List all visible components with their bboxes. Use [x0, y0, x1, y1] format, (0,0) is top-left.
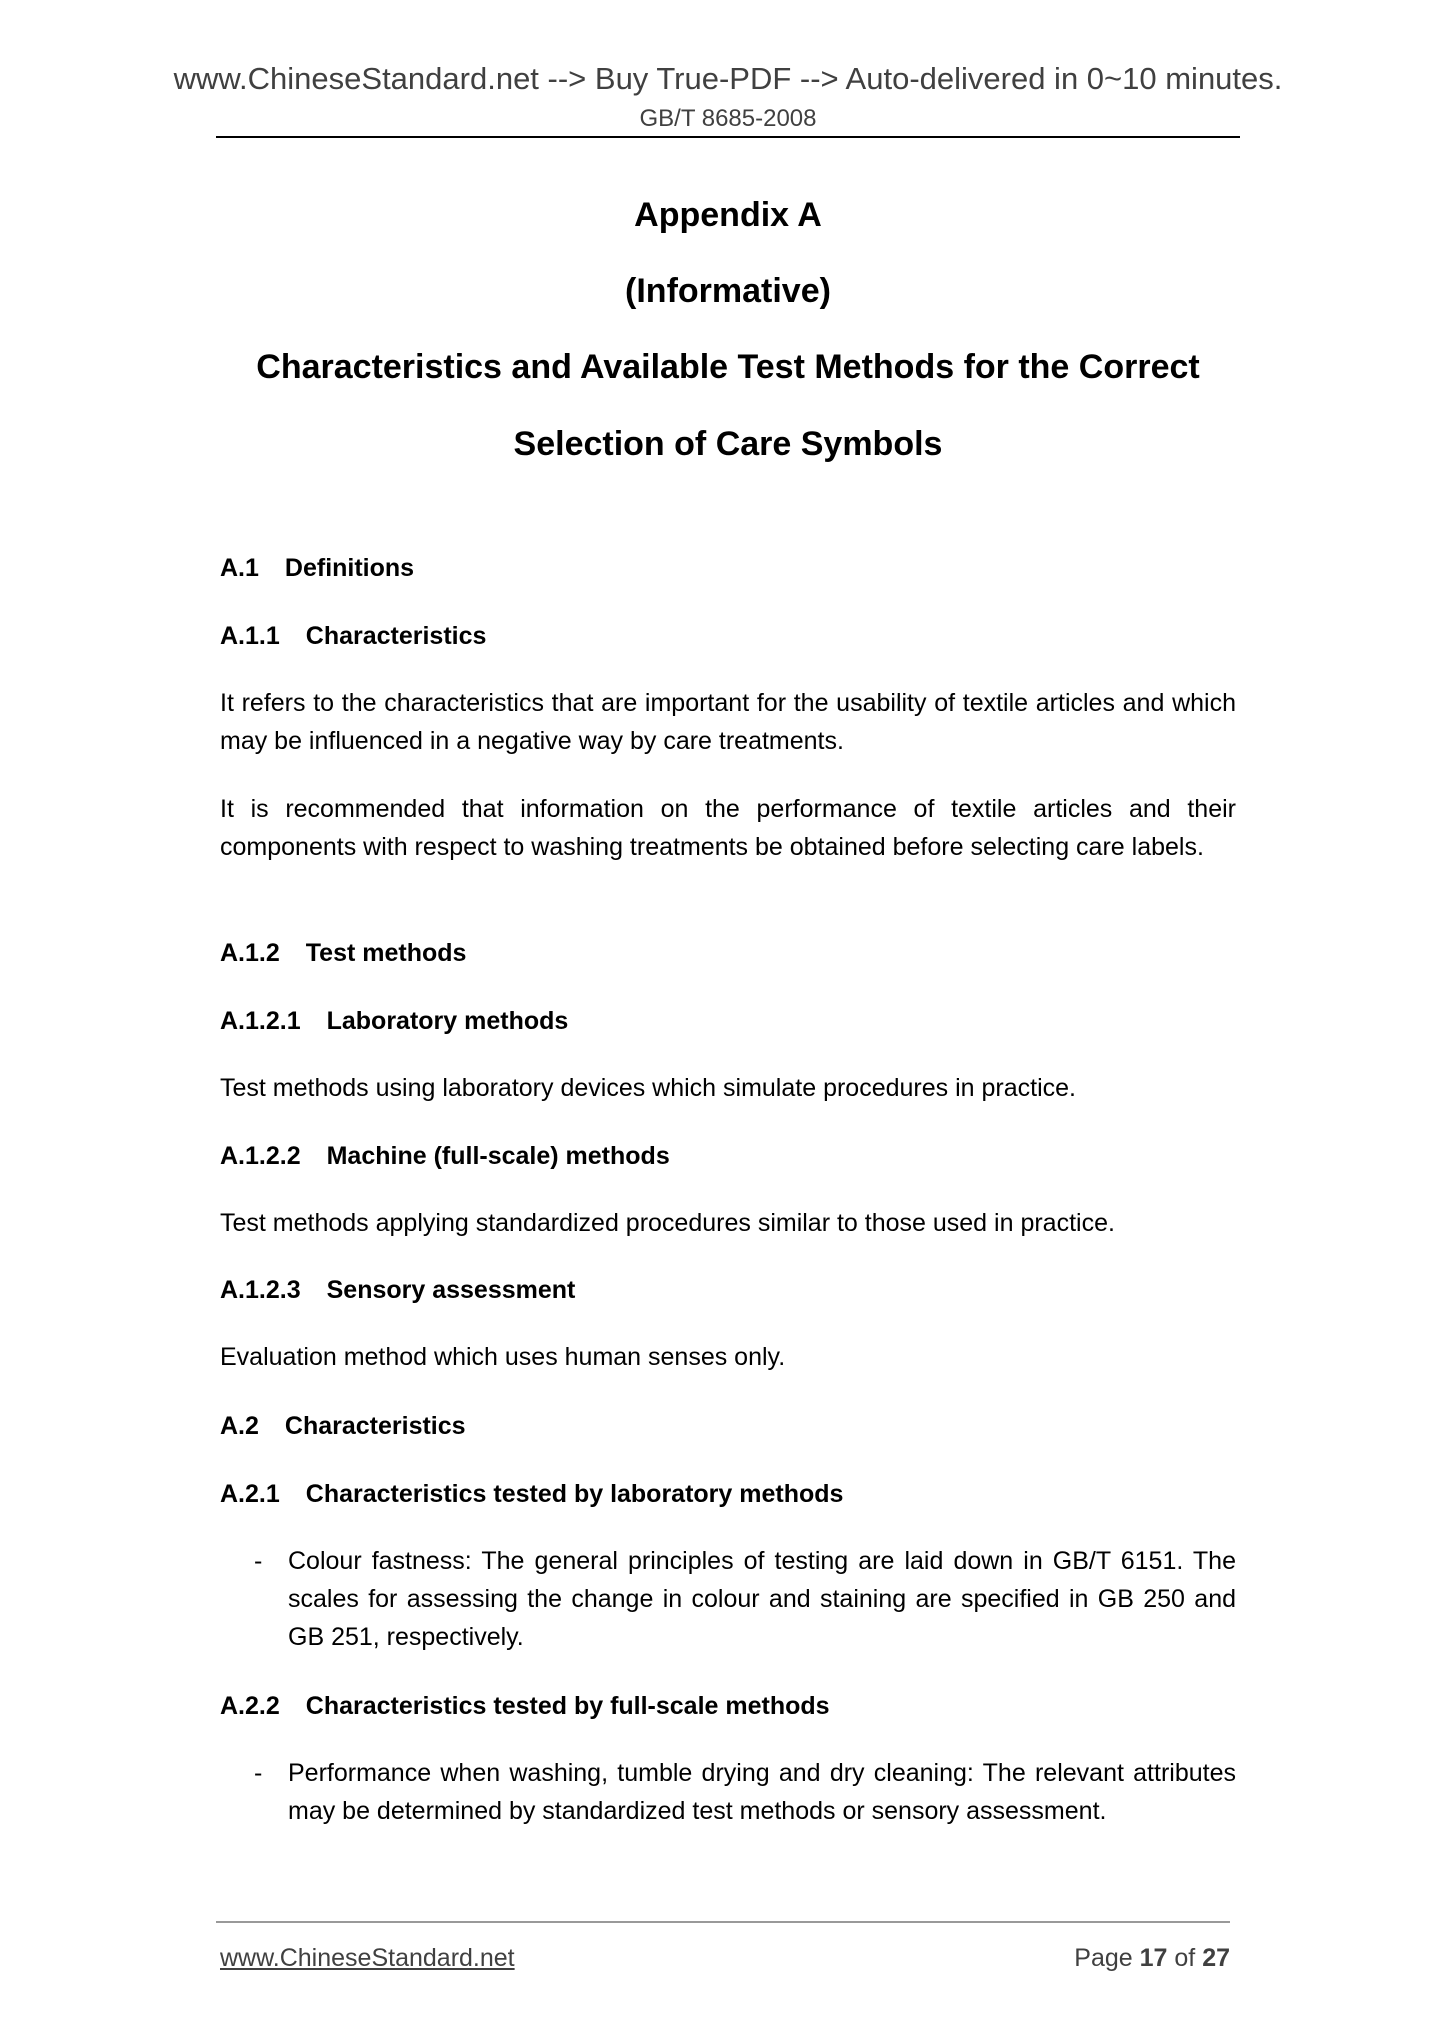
section-number: A.1	[220, 554, 259, 582]
paragraph-recommendation: It is recommended that information on the performance of textile articles and their components with respect to washing treatments be obtained before selecting care labels.	[220, 795, 1236, 861]
appendix-title: Appendix A	[634, 196, 822, 234]
section-heading-a122	[220, 1137, 1236, 1175]
section-number: A.2.2	[220, 1692, 280, 1720]
paragraph-characteristics: It refers to the characteristics that are important for the usability of textile articles and which may be influenced in a negative way by care treatments.	[220, 689, 1236, 755]
bullet-text: Performance when washing, tumble drying and dry cleaning: The relevant attributes may be determined by standardized test methods or sensory assessment.	[288, 1759, 1236, 1825]
page-indicator	[1074, 1942, 1230, 1974]
section-title: Characteristics tested by laboratory methods	[305, 1480, 844, 1508]
bullet-dash: -	[254, 1759, 263, 1787]
section-title: Laboratory methods	[326, 1007, 569, 1035]
section-number: A.1.1	[220, 622, 280, 650]
section-heading-a2	[220, 1407, 1236, 1445]
footer-divider	[216, 1921, 1230, 1923]
section-number: A.2.1	[220, 1480, 280, 1508]
paragraph-machine: Test methods applying standardized procedures similar to those used in practice.	[220, 1209, 1115, 1237]
paragraph-laboratory: Test methods using laboratory devices which simulate procedures in practice.	[220, 1074, 1076, 1102]
section-number: A.1.2	[220, 939, 280, 967]
section-number: A.1.2.2	[220, 1142, 301, 1170]
page-total: 27	[1202, 1944, 1230, 1972]
section-title: Machine (full-scale) methods	[326, 1142, 670, 1170]
section-title: Characteristics	[284, 1412, 466, 1440]
standard-code: GB/T 8685-2008	[639, 105, 817, 132]
section-title: Characteristics	[305, 622, 487, 650]
section-heading-a21	[220, 1475, 1236, 1513]
section-heading-a12	[220, 934, 1236, 972]
section-number: A.1.2.3	[220, 1276, 301, 1304]
paragraph-sensory: Evaluation method which uses human senses only.	[220, 1343, 786, 1371]
bullet-performance	[220, 1754, 1236, 1830]
footer-website-link[interactable]: www.ChineseStandard.net	[220, 1944, 515, 1972]
appendix-type: (Informative)	[625, 272, 831, 310]
section-title: Sensory assessment	[326, 1276, 576, 1304]
section-title: Test methods	[305, 939, 467, 967]
bullet-text: Colour fastness: The general principles of testing are laid down in GB/T 6151. The scales for assessing the change in colour and staining are specified in GB 250 and GB 251, respectively.	[288, 1547, 1236, 1651]
section-title: Definitions	[284, 554, 415, 582]
bullet-colour-fastness	[220, 1542, 1236, 1656]
section-heading-a1	[220, 549, 1236, 587]
appendix-heading-line2: Selection of Care Symbols	[513, 425, 943, 463]
section-title: Characteristics tested by full-scale methods	[305, 1692, 830, 1720]
header-divider	[216, 136, 1240, 138]
bullet-dash: -	[254, 1547, 263, 1575]
appendix-heading-line1: Characteristics and Available Test Methods for the Correct	[256, 348, 1200, 386]
page-of: of	[1174, 1944, 1196, 1972]
section-number: A.2	[220, 1412, 259, 1440]
section-heading-a22	[220, 1687, 1236, 1725]
page-current: 17	[1139, 1944, 1168, 1972]
section-number: A.1.2.1	[220, 1007, 301, 1035]
page-label: Page	[1074, 1944, 1133, 1972]
section-heading-a11	[220, 617, 1236, 655]
header-banner: www.ChineseStandard.net --> Buy True-PDF --> Auto-delivered in 0~10 minutes.	[173, 61, 1283, 96]
section-heading-a123	[220, 1271, 1236, 1309]
section-heading-a121	[220, 1002, 1236, 1040]
